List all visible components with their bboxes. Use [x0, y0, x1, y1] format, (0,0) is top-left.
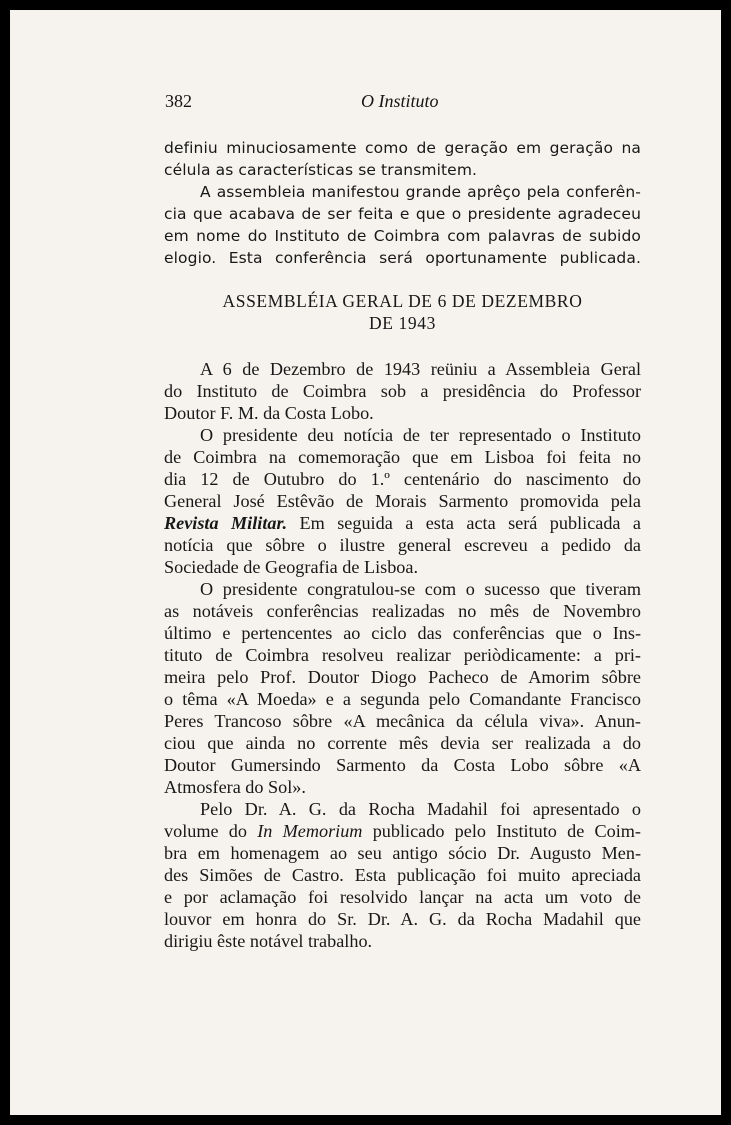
- text-line: em nome do Instituto de Coimbra com palavras de subido: [164, 227, 641, 245]
- text-line: bra em homenagem ao seu antigo sócio Dr. Augusto Men-: [164, 843, 641, 863]
- text-line: A assembleia manifestou grande aprêço pela conferên-: [200, 183, 641, 201]
- text-line: Doutor F. M. da Costa Lobo.: [164, 403, 374, 423]
- page-body: [164, 137, 641, 952]
- paragraph-commemoration: [164, 424, 641, 578]
- running-head: [165, 91, 496, 113]
- text-fragment: Em seguida a esta acta será publicada a: [287, 513, 642, 533]
- text-fragment: volume do: [164, 821, 258, 841]
- book-title-italic: In Memorium: [257, 821, 363, 841]
- text-line: O presidente congratulou-se com o sucesso que tiveram: [200, 579, 641, 599]
- text-line: dirigiu êste notável trabalho.: [164, 931, 373, 951]
- text-line: do Instituto de Coimbra sob a presidência do Professor: [164, 381, 641, 401]
- journal-title: O Instituto: [361, 91, 439, 111]
- text-line: Sociedade de Geografia de Lisboa.: [164, 557, 419, 577]
- text-fragment: publicado pelo Instituto de Coim-: [362, 821, 641, 841]
- text-line: A 6 de Dezembro de 1943 reüniu a Assembleia Geral: [200, 359, 641, 379]
- book-page: [10, 10, 721, 1115]
- page-number: 382: [165, 91, 192, 111]
- text-line: Peres Trancoso sôbre «A mecânica da célula viva». Anun-: [164, 711, 641, 731]
- section-heading-line-2: DE 1943: [369, 313, 436, 333]
- section-heading-line-1: ASSEMBLÉIA GERAL DE 6 DE DEZEMBRO: [222, 291, 583, 311]
- text-line: [164, 820, 641, 842]
- text-line: Doutor Gumersindo Sarmento da Costa Lobo sôbre «A: [164, 755, 641, 775]
- text-line: célula as características se transmitem.: [164, 161, 478, 179]
- text-line: General José Estêvão de Morais Sarmento promovida pela: [164, 491, 641, 511]
- paragraph-in-memorium: [164, 798, 641, 952]
- text-line: notícia que sôbre o ilustre general escreveu a pedido da: [164, 535, 641, 555]
- text-line: de Coimbra na comemoração que em Lisboa foi feita no: [164, 447, 641, 467]
- text-line: louvor em honra do Sr. Dr. A. G. da Rocha Madahil que: [164, 909, 641, 929]
- text-line: definiu minuciosamente como de geração em geração na: [164, 139, 641, 157]
- text-line: o têma «A Moeda» e a segunda pelo Comandante Francisco: [164, 689, 641, 709]
- text-line: meira pelo Prof. Doutor Diogo Pacheco de Amorim sôbre: [164, 667, 641, 687]
- text-line: elogio. Esta conferência será oportunamente publicada.: [164, 249, 641, 267]
- text-line: e por aclamação foi resolvido lançar na acta um voto de: [164, 887, 641, 907]
- text-line: des Simões de Castro. Esta publicação foi muito apreciada: [164, 865, 641, 885]
- text-line: Atmosfera do Sol».: [164, 777, 306, 797]
- text-line: [164, 512, 641, 534]
- text-line: último e pertencentes ao ciclo das conferências que o Ins-: [164, 623, 641, 643]
- paragraph-conferences: [164, 578, 641, 798]
- text-line: tituto de Coimbra resolveu realizar periòdicamente: a pri-: [164, 645, 641, 665]
- paragraph-meeting-opening: [164, 358, 641, 424]
- text-line: cia que acabava de ser feita e que o presidente agradeceu: [164, 205, 641, 223]
- paragraph-assembly-thanks: [164, 181, 641, 269]
- paragraph-continuation: [164, 137, 641, 181]
- section-heading: [164, 290, 641, 334]
- text-line: dia 12 de Outubro do 1.º centenário do nascimento do: [164, 469, 641, 489]
- text-line: O presidente deu notícia de ter representado o Instituto: [200, 425, 641, 445]
- text-line: ciou que ainda no corrente mês devia ser realizada a do: [164, 733, 641, 753]
- text-line: Pelo Dr. A. G. da Rocha Madahil foi apresentado o: [200, 799, 641, 819]
- text-line: as notáveis conferências realizadas no mês de Novembro: [164, 601, 641, 621]
- journal-name-italic: Revista Militar.: [164, 513, 288, 533]
